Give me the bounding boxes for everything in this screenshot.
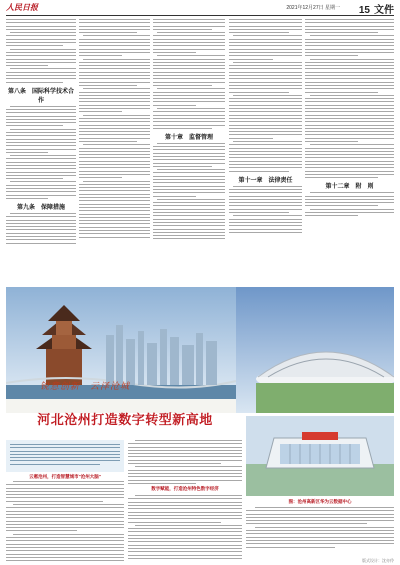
section-heading: 第十一章 法律责任 — [238, 177, 293, 184]
subhead-a: 云惠沧州，打造智慧城市"沧州大脑" — [29, 474, 101, 479]
column-text — [6, 481, 124, 561]
page-number-value: 15 — [358, 5, 370, 16]
feature-kicker: 锐意创新 云泽沧城 — [40, 382, 131, 392]
column-text — [6, 19, 76, 83]
subhead-b: 数字赋能，打造沧州特色数字经济 — [151, 486, 219, 492]
feature-body-middle — [128, 440, 242, 561]
article-column-4 — [229, 19, 302, 282]
page-section: 文件 — [374, 5, 394, 16]
city-skyline-illustration — [6, 287, 394, 413]
lead-text — [6, 440, 124, 465]
page-number — [359, 1, 394, 16]
column-text — [246, 507, 394, 548]
column-text — [128, 495, 242, 561]
masthead — [6, 2, 394, 16]
feature-body-left — [6, 481, 124, 561]
section-heading: 第十章 监督管理 — [164, 134, 213, 141]
feature-photo-collage — [6, 287, 394, 413]
section-heading: 第十二章 附 则 — [325, 184, 374, 191]
photo-caption: 图：沧州高新区华为云数据中心 — [288, 499, 352, 504]
article-column-3 — [153, 19, 225, 282]
column-text — [305, 19, 394, 178]
column-text — [305, 192, 394, 216]
design-credit: 版式设计：沈亦伶 — [362, 558, 394, 563]
column-text — [6, 213, 76, 244]
building-icon — [246, 416, 394, 496]
column-text — [229, 186, 302, 233]
data-center-photo — [246, 416, 394, 496]
section-heading: 第八条 国际科学技术合作 — [7, 88, 74, 104]
column-text — [229, 19, 302, 172]
article-column-1 — [6, 19, 76, 282]
lead-paragraph-box — [6, 440, 124, 472]
feature-headline-block — [6, 382, 242, 439]
feature-headline: 河北沧州打造数字转型新高地 — [37, 413, 213, 428]
feature-body-right — [246, 507, 394, 557]
issue-date: 2021年12月27日 星期一 — [286, 5, 340, 11]
article-column-5 — [305, 19, 394, 282]
section-heading: 第九条 保障措施 — [16, 204, 65, 211]
column-text — [79, 19, 150, 238]
newspaper-logo: 人民日报 — [6, 2, 38, 12]
column-text — [153, 143, 225, 240]
column-text — [6, 106, 76, 199]
column-text — [128, 440, 242, 484]
article-column-2 — [79, 19, 150, 282]
column-text — [153, 19, 225, 129]
